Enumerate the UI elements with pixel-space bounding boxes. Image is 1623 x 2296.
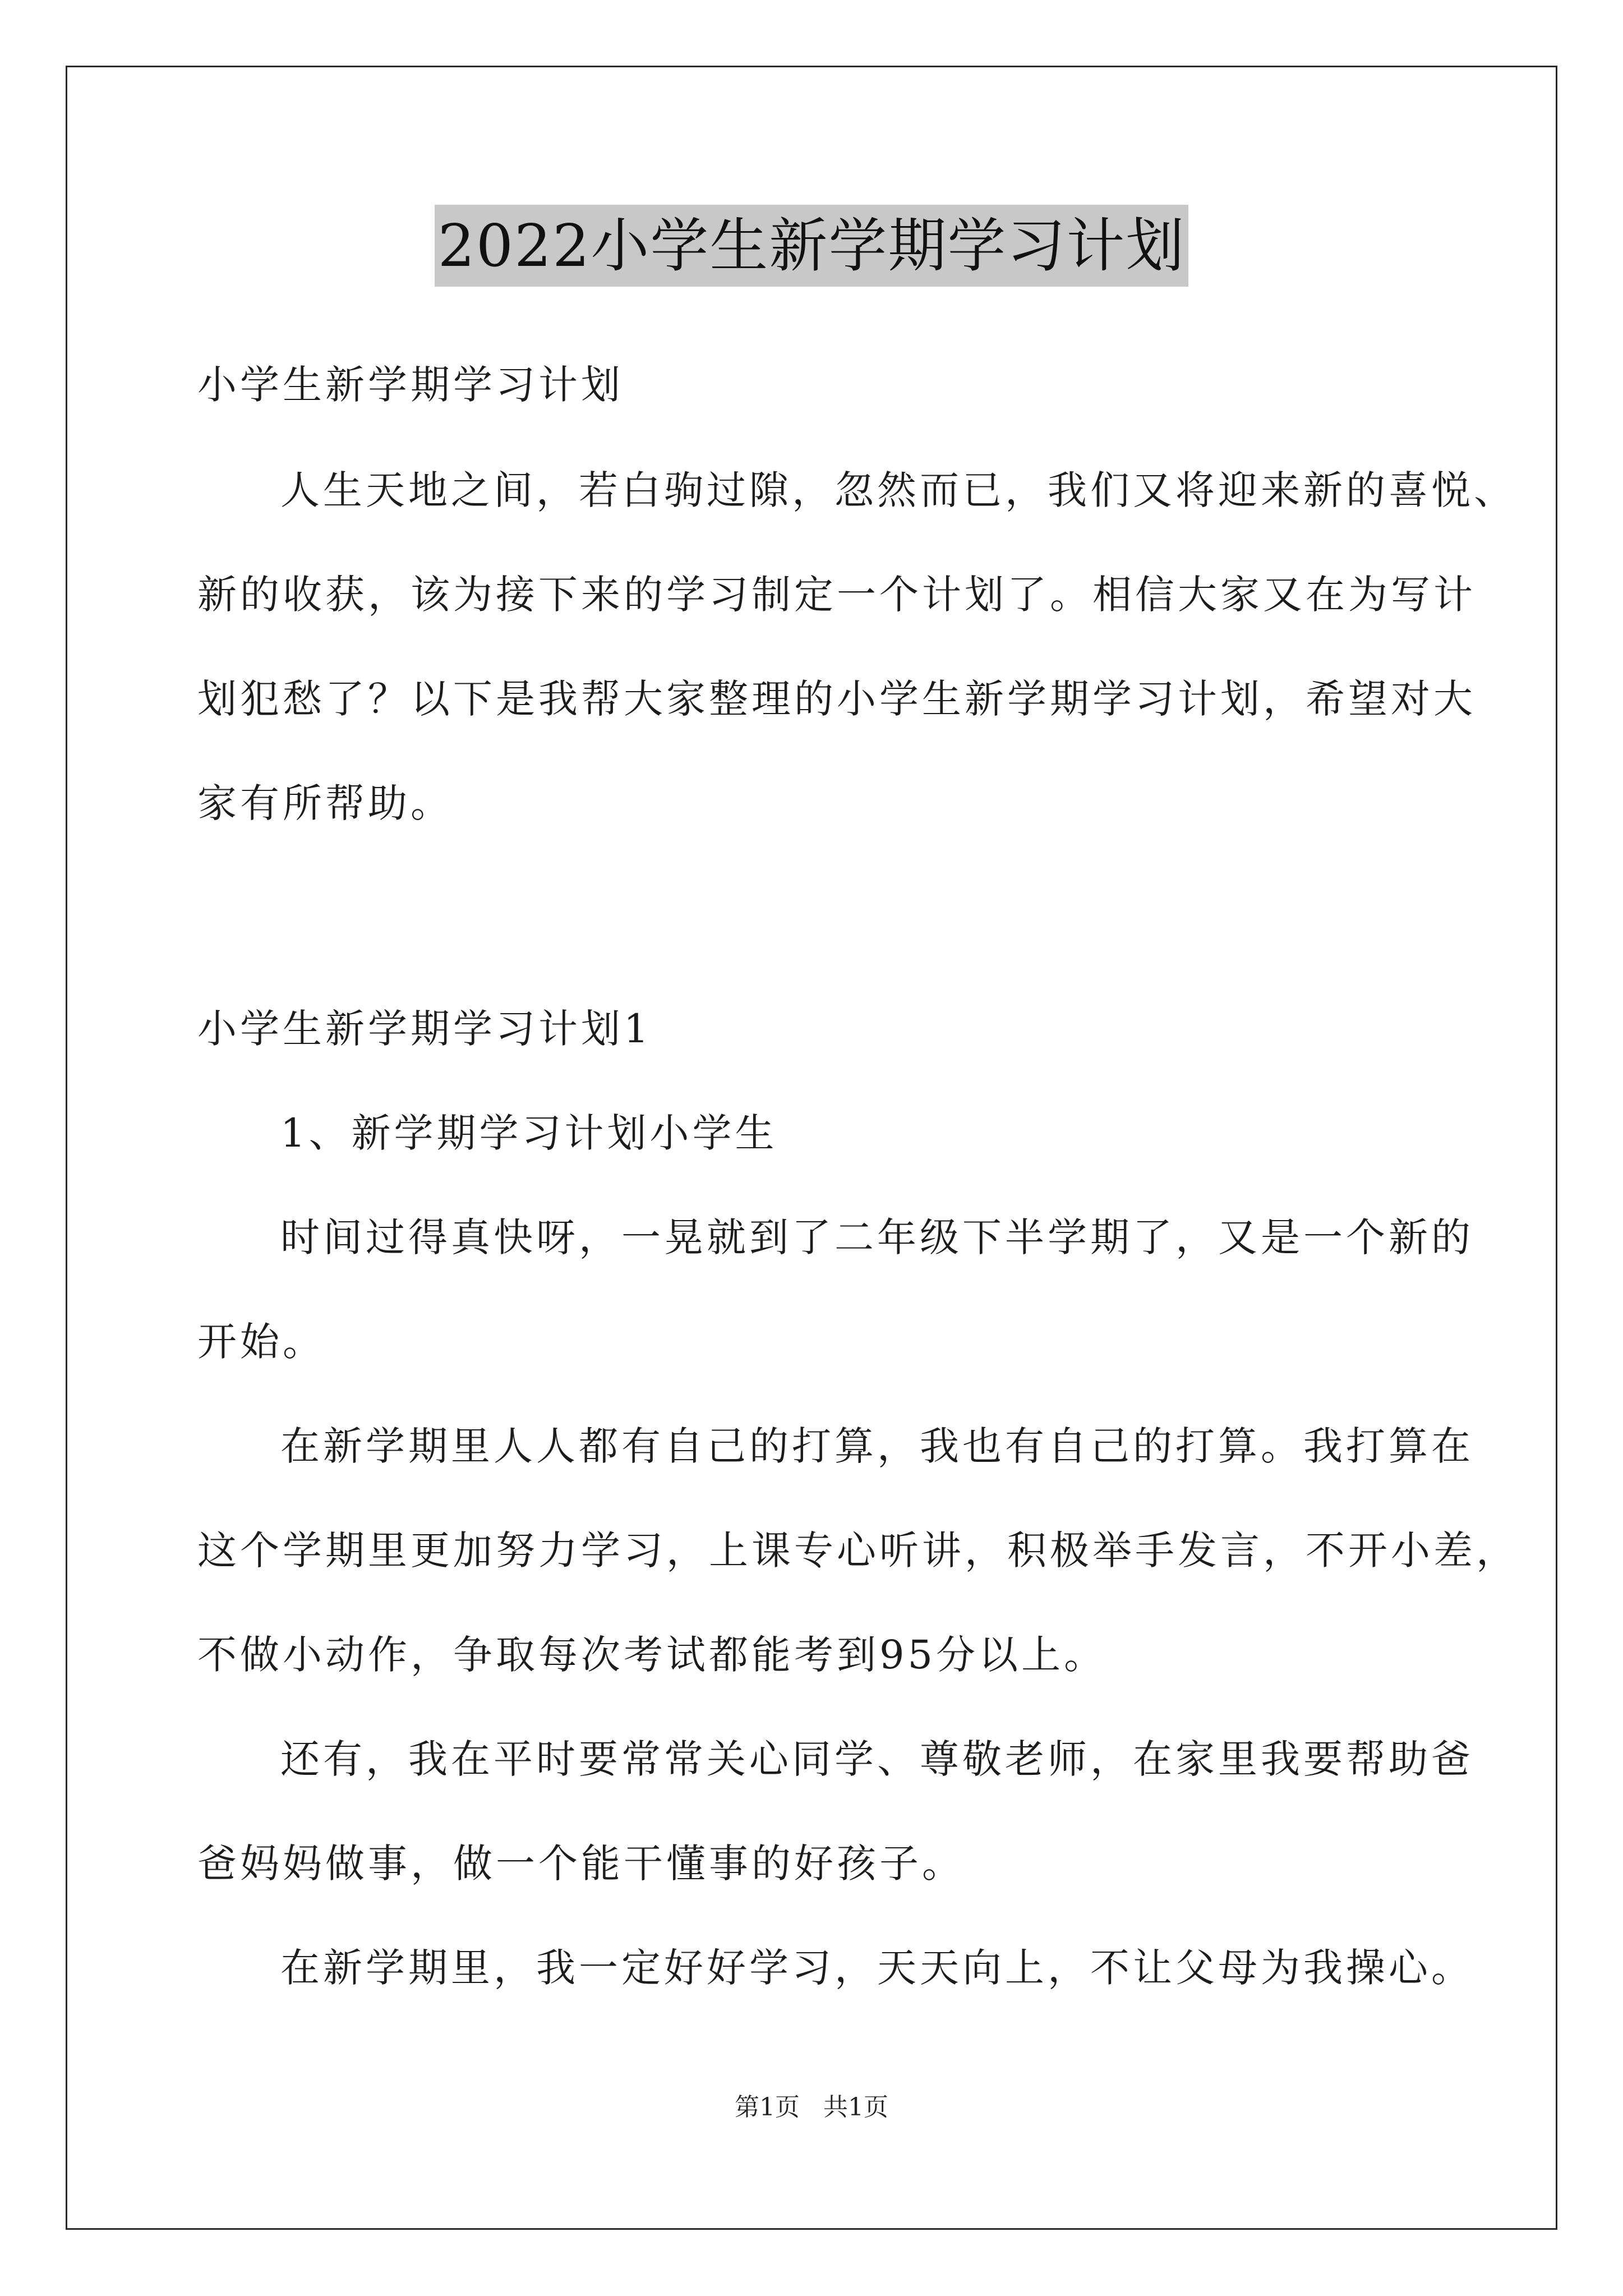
paragraph-2-line-2: 这个学期里更加努力学习，上课专心听讲，积极举手发言，不开小差，: [197, 1527, 1519, 1573]
intro-line-2: 新的收获，该为接下来的学习制定一个计划了。相信大家又在为写计: [197, 572, 1476, 618]
paragraph-1-line-2: 开始。: [197, 1319, 325, 1365]
document-title: 2022小学生新学期学习计划: [435, 205, 1189, 287]
paragraph-1-line-1: 时间过得真快呀，一晃就到了二年级下半学期了，又是一个新的: [280, 1214, 1474, 1260]
intro-line-4: 家有所帮助。: [197, 780, 453, 826]
paragraph-3-line-2: 爸妈妈做事，做一个能干懂事的好孩子。: [197, 1841, 965, 1887]
paragraph-3-line-1: 还有，我在平时要常常关心同学、尊敬老师，在家里我要帮助爸: [280, 1736, 1474, 1782]
title-container: [0, 205, 1623, 287]
item-heading: 1、新学期学习计划小学生: [280, 1110, 778, 1156]
page-number-total: 共1页: [823, 2093, 888, 2122]
intro-line-3: 划犯愁了？以下是我帮大家整理的小学生新学期学习计划，希望对大: [197, 676, 1476, 722]
document-subtitle: 小学生新学期学习计划: [197, 362, 624, 408]
page-number-current: 第1页: [735, 2093, 800, 2122]
intro-line-1: 人生天地之间，若白驹过隙，忽然而已，我们又将迎来新的喜悦、: [280, 467, 1516, 513]
paragraph-2-line-1: 在新学期里人人都有自己的打算，我也有自己的打算。我打算在: [280, 1423, 1474, 1469]
section-heading: 小学生新学期学习计划1: [197, 1006, 652, 1052]
paragraph-2-line-3: 不做小动作，争取每次考试都能考到95分以上。: [197, 1632, 1107, 1678]
paragraph-4-line-1: 在新学期里，我一定好好学习，天天向上，不让父母为我操心。: [280, 1945, 1474, 1991]
page-footer: [0, 2087, 1623, 2123]
